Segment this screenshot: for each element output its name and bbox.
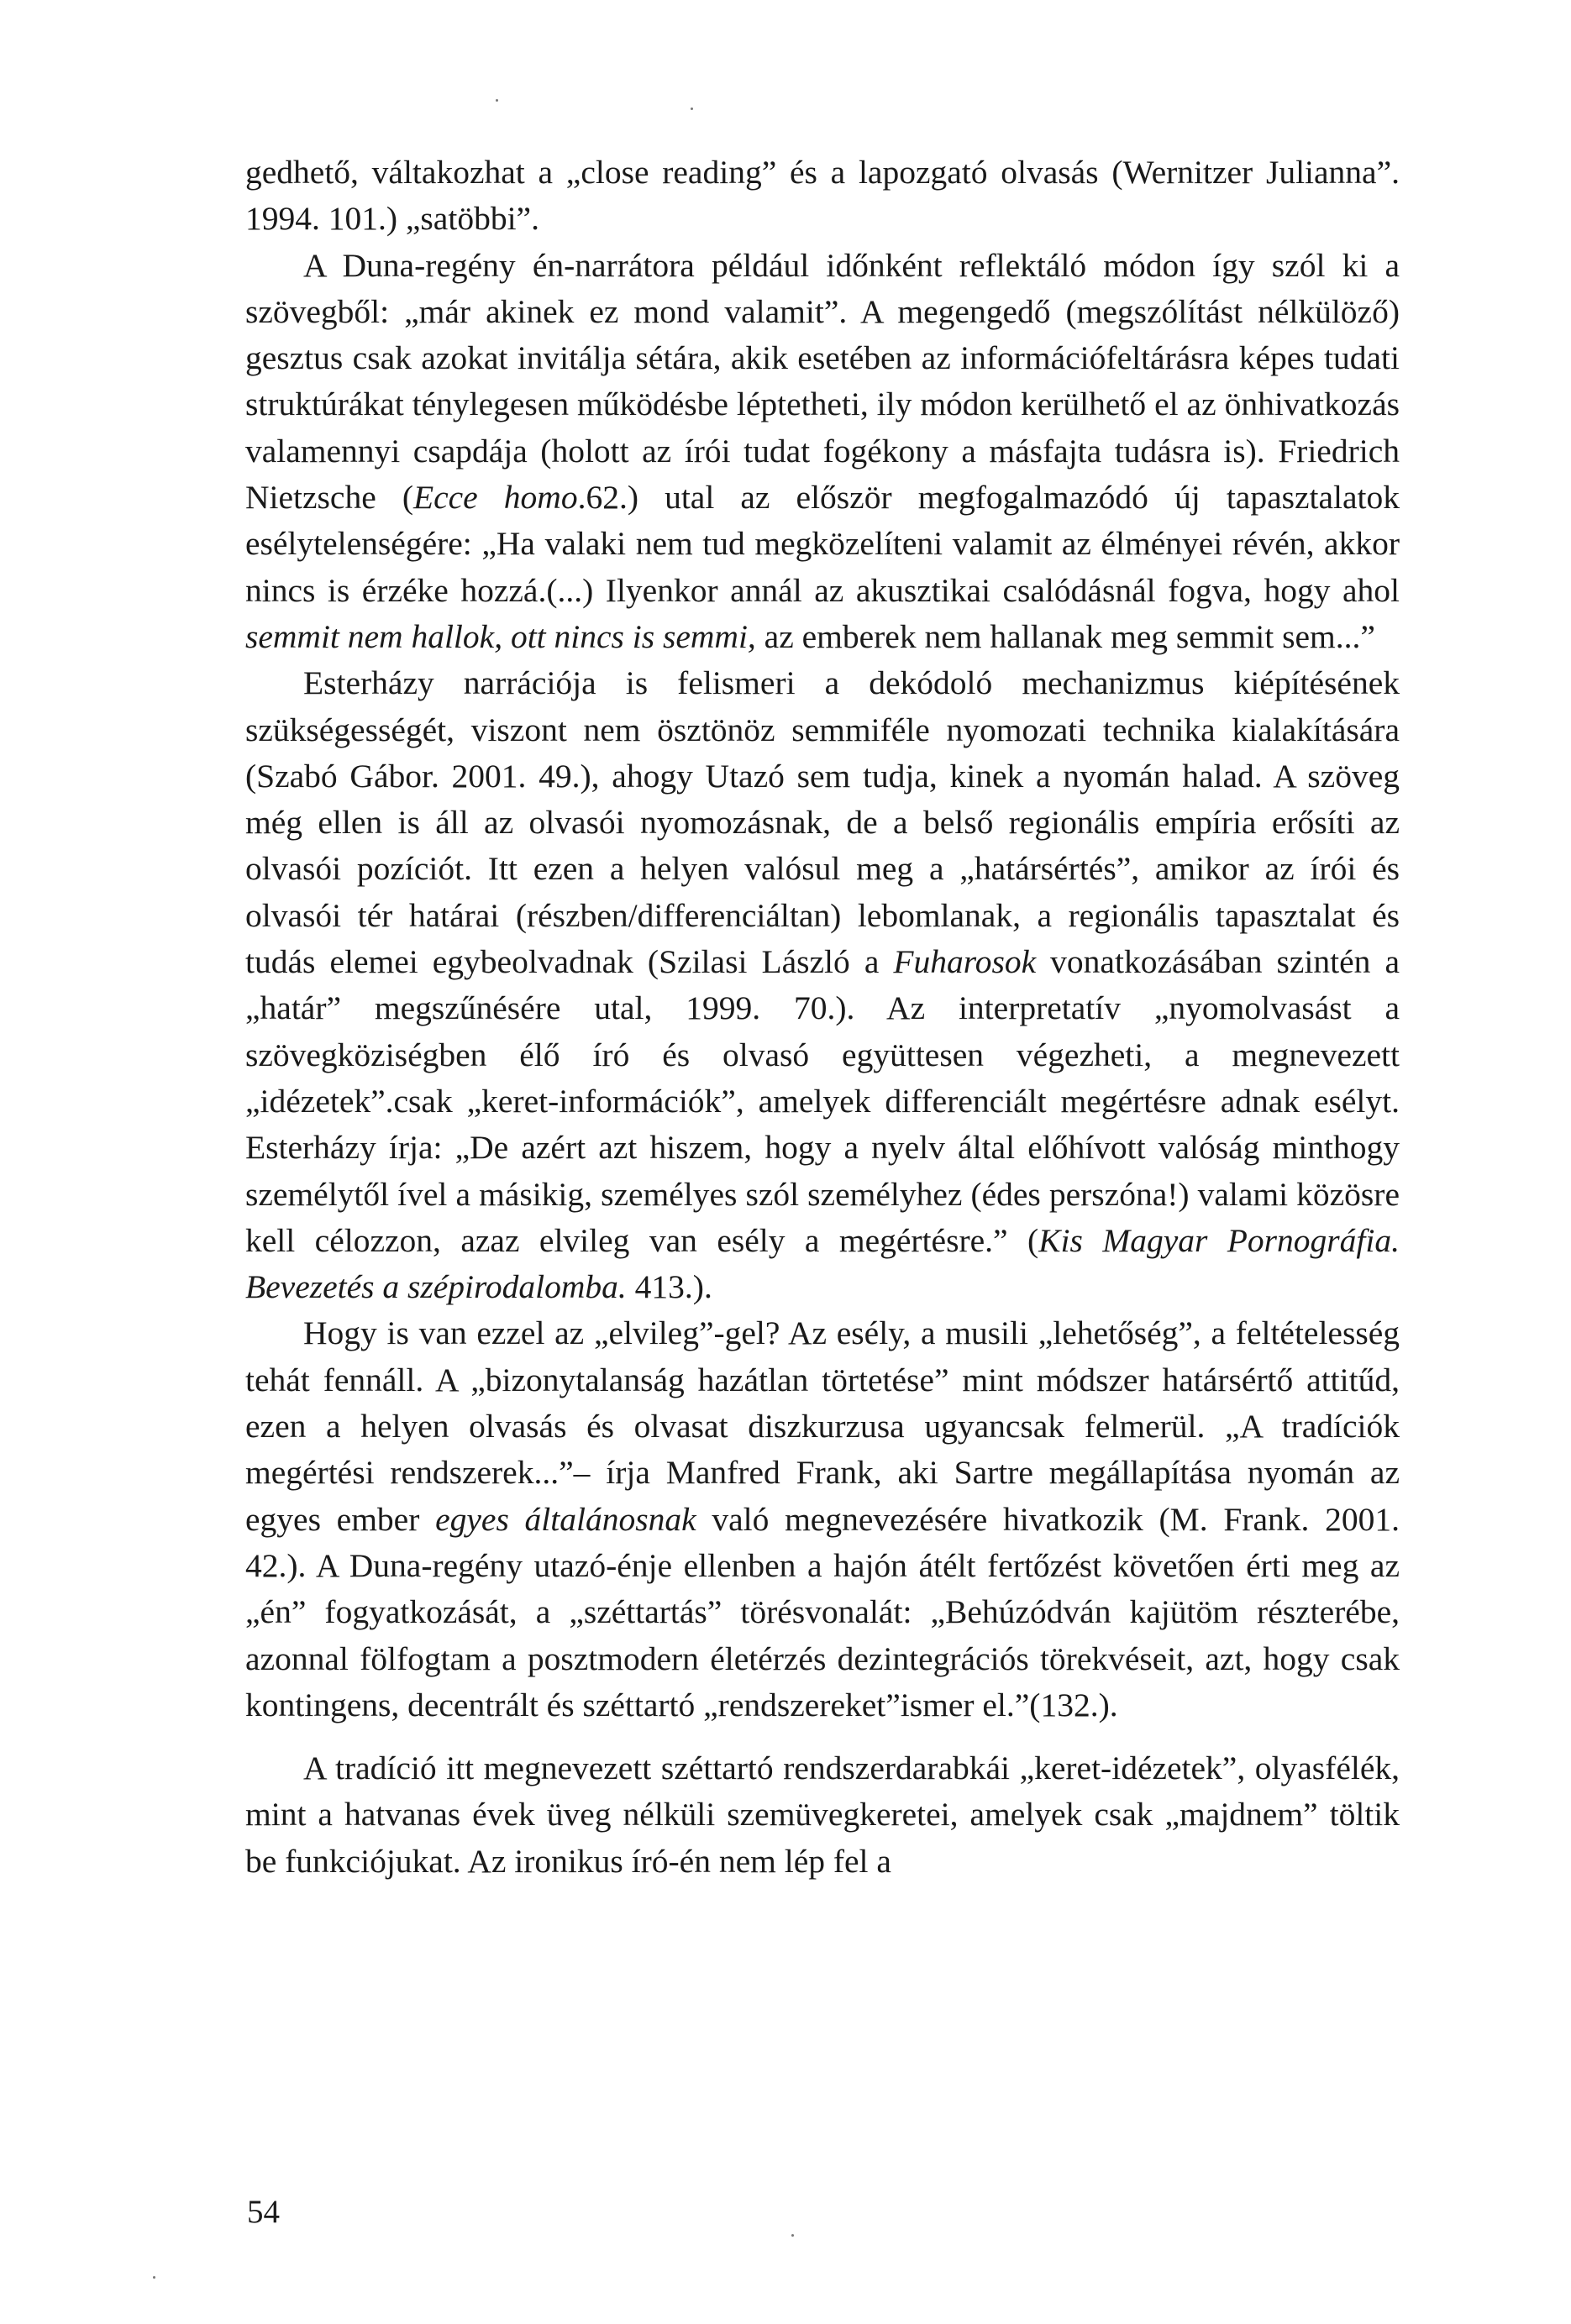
italic-text: semmit nem hallok, ott nincs is semmi, [245,617,756,655]
paragraph [245,1745,1400,1885]
body-text [245,150,1400,1885]
italic-text: Ecce homo [412,479,578,517]
paragraph [245,660,1400,1310]
page-number: 54 [247,2194,280,2230]
scan-speck [153,2276,155,2279]
text-run: gedhető, váltakozhat a „close reading” és a lapozgató olvasás (Wernitzer Julianna”. 1994. 101.) „satöbbi”. [245,154,1400,238]
italic-text: Fuharosok [893,943,1037,981]
text-run: Hogy is van ezzel az „elvileg”-gel? Az esély, a musili „lehetőség”, a feltételesség tehát fennáll. A „bizonytalanság hazátlan törtetése” mint módszer határsértő attitűd, ezen a helyen olvasás és olvasat diszkurzusa ugyancsak felmerül. „A tradíciók megértési rendszerek...”– írja Manfred Frank, aki Sartre megállapítása nyomán az egyes ember [245,1314,1400,1538]
text-run: Esterházy narrációja is felismeri a dekódoló mechanizmus kiépítésének szükségességét, viszont nem ösztönöz semmiféle nyomozati technika kialakítására (Szabó Gábor. 2001. 49.), ahogy Utazó sem tudja, kinek a nyomán halad. A szöveg még ellen is áll az olvasói nyomozásnak, de a belső regionális empíria erősíti az olvasói pozíciót. Itt ezen a helyen valósul meg a „határsértés”, amikor az írói és olvasói tér határai (részben/differenciáltan) lebomlanak, a regionális tapasztalat és tudás elemei egybeolvadnak (Szilasi László a [245,664,1400,981]
scan-speck [791,2234,794,2237]
scan-speck [691,108,693,110]
text-run: A tradíció itt megnevezett széttartó rendszerdarabkái „keret-idézetek”, olyasfélék, mint a hatvanas évek üveg nélküli szemüvegkeretei, amelyek csak „majdnem” töltik be funkciójukat. Az ironikus író-én nem lép fel a [245,1750,1400,1880]
paragraph [245,243,1400,661]
text-run: az emberek nem hallanak meg semmit sem...” [755,617,1375,655]
text-run: vonatkozásában szintén a „határ” megszűnésére utal, 1999. 70.). Az interpretatív „nyomolvasást a szövegköziségben élő író és olvasó együttesen végezheti, a megnevezett „idézetek”.csak „keret-információk”, amelyek differenciált megértésre adnak esélyt. Esterházy írja: „De azért azt hiszem, hogy a nyelv által előhívott valóság minthogy személytől ível a másikig, személyes szól személyhez (édes perszóna!) valami közösre kell célozzon, azaz elvileg van esély a megértésre.” ( [245,943,1400,1259]
text-run: .62.) utal az először megfogalmazódó új tapasztalatok esélytelenségére: „Ha valaki nem tud megközelíteni valamit az élményei révén, akkor nincs is érzéke hozzá.(...) Ilyenkor annál az akusztikai csalódásnál fogva, hogy ahol [245,479,1400,609]
text-run: 413.). [626,1268,712,1306]
scan-speck [496,99,498,102]
paragraph [245,1310,1400,1729]
text-run: való megnevezésére hivatkozik (M. Frank. 2001. 42.). A Duna-regény utazó-énje ellenben a hajón átélt fertőzést követően érti meg az „én” fogyatkozását, a „széttartás” törésvonalát: „Behúzódván kajütöm részterébe, azonnal fölfogtam a posztmodern életérzés dezintegrációs törekvéseit, azt, hogy csak kontingens, decentrált és széttartó „rendszereket”ismer el.”(132.). [245,1500,1400,1723]
italic-text: Kis Magyar Pornográfia. Bevezetés a szépirodalomba. [245,1221,1400,1306]
text-run: A Duna-regény én-narrátora például időnként reflektáló módon így szól ki a szövegből: „már akinek ez mond valamit”. A megengedő (megszólítást nélkülöző) gesztus csak azokat invitálja sétára, akik esetében az információfeltárásra képes tudati struktúrákat ténylegesen működésbe léptetheti, ily módon kerülhető el az önhivatkozás valamennyi csapdája (holott az írói tudat fogékony a másfajta tudásra is). Friedrich Nietzsche ( [245,246,1400,517]
italic-text: egyes általánosnak [435,1500,696,1538]
paragraph [245,150,1400,243]
